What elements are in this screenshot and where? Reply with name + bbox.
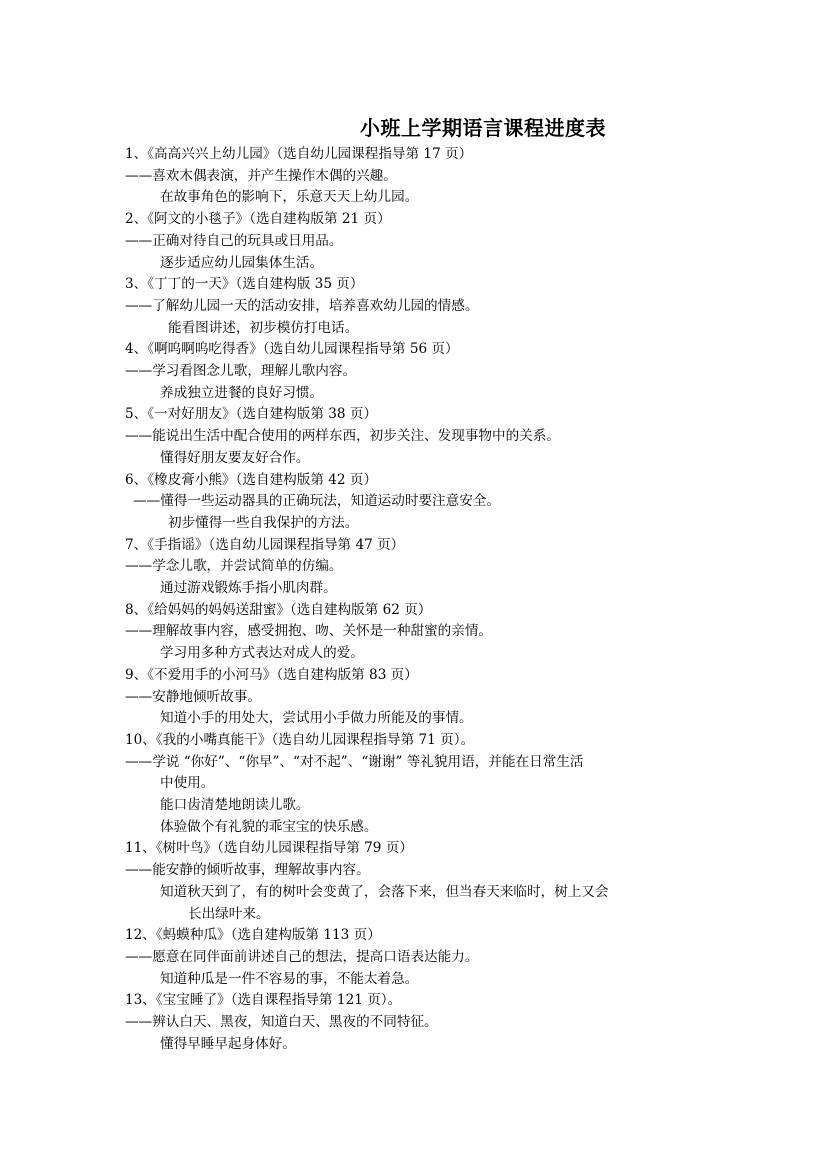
course-goal: 在故事角色的影响下，乐意天天上幼儿园。: [160, 189, 419, 206]
course-goal: ——了解幼儿园一天的活动安排，培养喜欢幼儿园的情感。: [125, 297, 479, 314]
course-goal: ——懂得一些运动器具的正确玩法，知道运动时要注意安全。: [133, 493, 501, 510]
course-heading: 5、《一对好朋友》（选自建构版第 38 页）: [125, 406, 378, 423]
course-goal: 中使用。: [160, 775, 215, 792]
course-heading: 1、《高高兴兴上幼儿园》（选自幼儿园课程指导第 17 页）: [125, 146, 473, 162]
course-goal: 能口齿清楚地朗读儿歌。: [160, 797, 310, 813]
course-heading: 12、《蚂蟆种瓜》（选自建构版第 113 页）: [125, 927, 381, 944]
course-heading: 9、《不爱用手的小河马》（选自建构版第 83 页）: [125, 666, 418, 683]
course-goal: 知道种瓜是一件不容易的事，不能太着急。: [160, 970, 419, 987]
course-heading: 11、《树叶鸟》（选自幼儿园课程指导第 79 页）: [125, 840, 413, 857]
course-goal: ——学说 “你好”、“你早”、“对不起”、“谢谢” 等礼貌用语，并能在日常生活: [125, 753, 584, 770]
course-heading: 4、《啊呜啊呜吃得香》（选自幼儿园课程指导第 56 页）: [125, 341, 459, 358]
course-goal: ——学念儿歌，并尝试简单的仿编。: [125, 558, 343, 575]
course-goal: 懂得早睡早起身体好。: [160, 1035, 296, 1052]
course-goal: ——安静地倾听故事。: [125, 688, 261, 705]
course-goal: ——正确对待自己的玩具或日用品。: [125, 232, 343, 249]
course-goal: 体验做个有礼貌的乖宝宝的快乐感。: [160, 818, 378, 835]
course-goal: 初步懂得一些自我保护的方法。: [168, 514, 359, 531]
course-goal: 懂得好朋友要友好合作。: [160, 449, 310, 466]
course-goal: 通过游戏锻炼手指小肌肉群。: [160, 580, 337, 596]
course-heading: 6、《橡皮膏小熊》（选自建构版第 42 页）: [125, 471, 378, 488]
course-heading: 7、《手指谣》（选自幼儿园课程指导第 47 页）: [125, 536, 405, 553]
course-heading: 10、《我的小嘴真能干》（选自幼儿园课程指导第 71 页）。: [125, 731, 475, 748]
course-goal: 知道小手的用处大，尝试用小手做力所能及的事情。: [160, 710, 473, 727]
course-goal: ——学习看图念儿歌，理解儿歌内容。: [125, 363, 357, 379]
course-heading: 8、《给妈妈的妈妈送甜蜜》（选自建构版第 62 页）: [125, 601, 432, 618]
course-goal: ——理解故事内容，感受拥抱、吻、关怀是一种甜蜜的亲情。: [125, 623, 493, 640]
course-goal: 知道秋天到了，有的树叶会变黄了，会落下来，但当春天来临时，树上又会: [160, 883, 609, 900]
course-goal: ——能安静的倾听故事，理解故事内容。: [125, 862, 370, 879]
course-goal: 长出绿叶来。: [188, 905, 270, 922]
course-goal: 养成独立进餐的良好习惯。: [160, 384, 324, 401]
course-goal: 能看图讲述，初步模仿打电话。: [168, 319, 359, 336]
course-heading: 2、《阿文的小毯子》（选自建构版第 21 页）: [125, 211, 391, 228]
course-goal: ——喜欢木偶表演，并产生操作木偶的兴趣。: [125, 167, 397, 184]
course-goal: 逐步适应幼儿园集体生活。: [160, 254, 324, 271]
course-goal: ——能说出生活中配合使用的两样东西，初步关注、发现事物中的关系。: [125, 428, 560, 445]
course-goal: ——愿意在同伴面前讲述自己的想法，提高口语表达能力。: [125, 948, 479, 965]
course-goal: ——辨认白天、黑夜，知道白天、黑夜的不同特征。: [125, 1014, 438, 1030]
course-heading: 13、《宝宝睡了》（选自课程指导第 121 页）。: [125, 992, 402, 1009]
course-goal: 学习用多种方式表达对成人的爱。: [160, 645, 364, 662]
course-heading: 3、《丁丁的一天》（选自建构版 35 页）: [125, 276, 364, 293]
page-title: 小班上学期语言课程进度表: [360, 116, 606, 140]
